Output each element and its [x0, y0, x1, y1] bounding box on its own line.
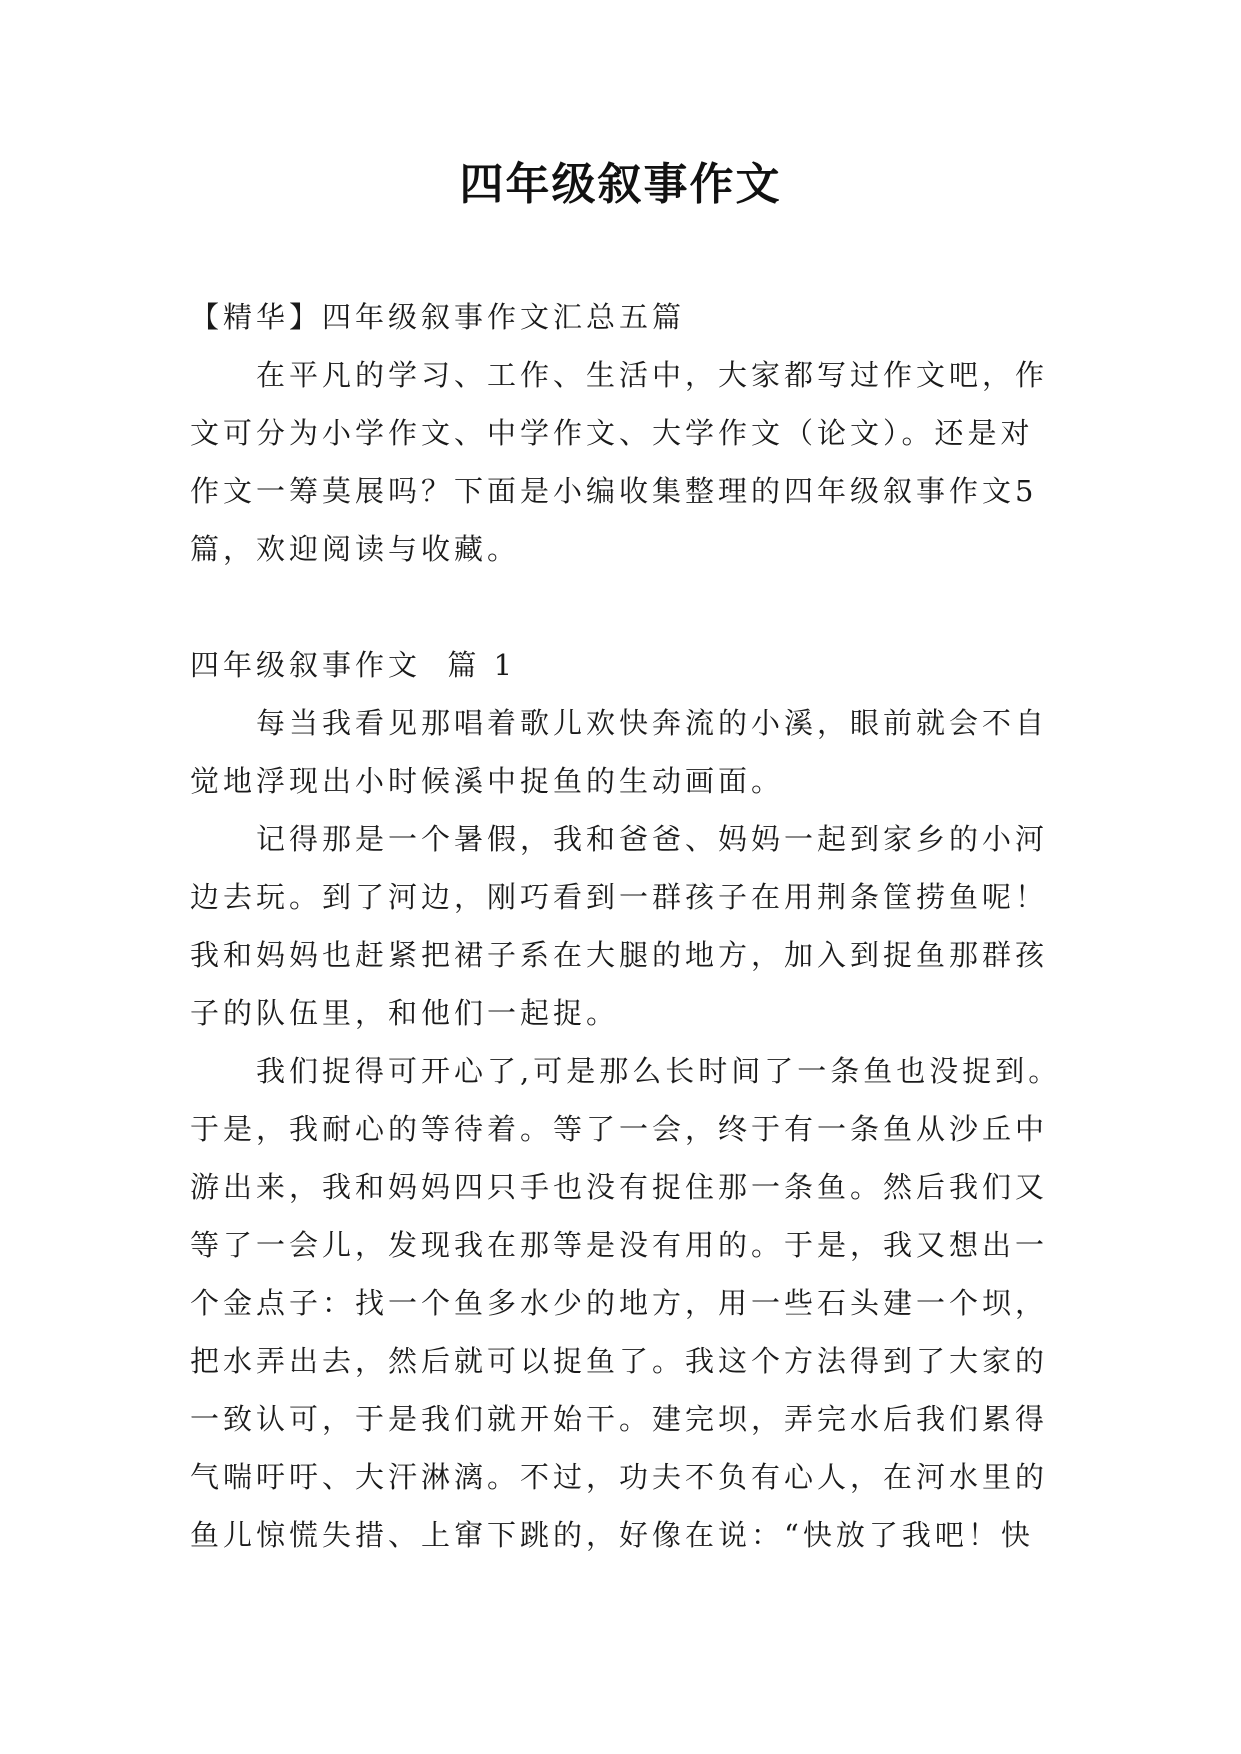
paragraph-line: 个金点子：找一个鱼多水少的地方，用一些石头建一个坝， — [190, 1286, 1049, 1320]
section-heading: 四年级叙事作文 篇 1 — [190, 648, 517, 682]
page-title: 四年级叙事作文 — [459, 159, 782, 210]
paragraph-line: 觉地浮现出小时候溪中捉鱼的生动画面。 — [190, 764, 785, 798]
document-body — [190, 288, 1062, 1564]
paragraph-line: 鱼儿惊慌失措、上窜下跳的，好像在说：“快放了我吧！快 — [190, 1518, 1034, 1552]
paragraph-line: 子的队伍里，和他们一起捉。 — [190, 996, 620, 1030]
paragraph-line: 把水弄出去，然后就可以捉鱼了。我这个方法得到了大家的 — [190, 1344, 1049, 1378]
paragraph-line: 等了一会儿，发现我在那等是没有用的。于是，我又想出一 — [190, 1228, 1049, 1262]
intro-line: 作文一筹莫展吗？下面是小编收集整理的四年级叙事作文5 — [190, 474, 1038, 508]
intro-paragraph — [190, 346, 1052, 578]
spacer — [190, 578, 1052, 636]
paragraph-line: 于是，我耐心的等待着。等了一会，终于有一条鱼从沙丘中 — [190, 1112, 1049, 1146]
paragraph-line: 每当我看见那唱着歌儿欢快奔流的小溪，眼前就会不自 — [256, 706, 1049, 740]
paragraph-3 — [190, 1042, 1062, 1564]
paragraph-line: 游出来，我和妈妈四只手也没有捉住那一条鱼。然后我们又 — [190, 1170, 1049, 1204]
paragraph-line: 我和妈妈也赶紧把裙子系在大腿的地方，加入到捉鱼那群孩 — [190, 938, 1049, 972]
paragraph-line: 记得那是一个暑假，我和爸爸、妈妈一起到家乡的小河 — [256, 822, 1049, 856]
paragraph-2 — [190, 810, 1052, 1042]
paragraph-line: 边去玩。到了河边，刚巧看到一群孩子在用荆条筐捞鱼呢！ — [190, 880, 1049, 914]
paragraph-1 — [190, 694, 1052, 810]
subtitle: 【精华】四年级叙事作文汇总五篇 — [190, 300, 686, 334]
paragraph-line: 一致认可，于是我们就开始干。建完坝，弄完水后我们累得 — [190, 1402, 1049, 1436]
intro-line: 在平凡的学习、工作、生活中，大家都写过作文吧，作 — [256, 358, 1049, 392]
paragraph-line: 我们捉得可开心了,可是那么长时间了一条鱼也没捉到。 — [256, 1054, 1062, 1088]
intro-line: 文可分为小学作文、中学作文、大学作文（论文）。还是对 — [190, 416, 1034, 450]
intro-line: 篇，欢迎阅读与收藏。 — [190, 532, 521, 566]
paragraph-line: 气喘吁吁、大汗淋漓。不过，功夫不负有心人，在河水里的 — [190, 1460, 1049, 1494]
